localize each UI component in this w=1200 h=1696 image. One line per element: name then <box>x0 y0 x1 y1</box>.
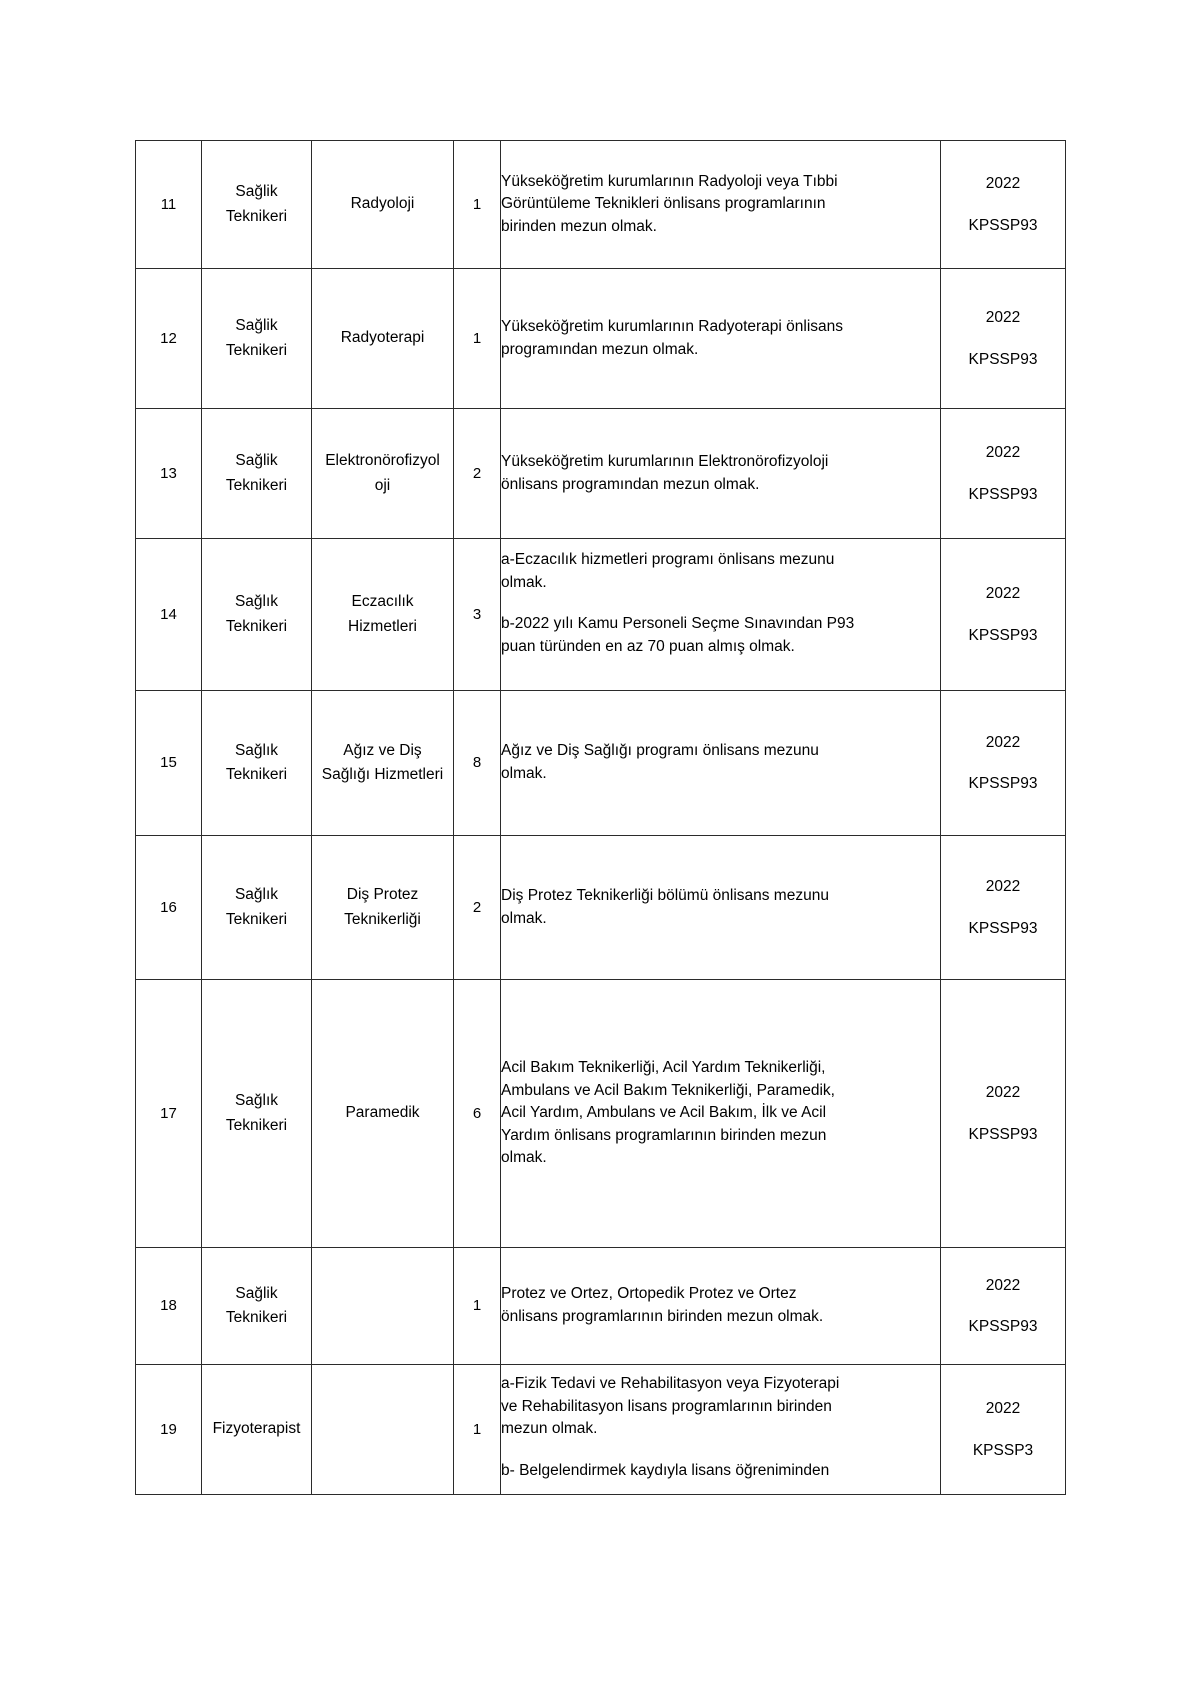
description-line: Acil Bakım Teknikerliği, Acil Yardım Teknikerliği, <box>501 1058 826 1076</box>
position-title-line1: Fizyoterapist <box>212 1420 301 1438</box>
description-line: Acil Yardım, Ambulans ve Acil Bakım, İlk ve Acil <box>501 1104 827 1122</box>
row-number-cell <box>136 691 202 836</box>
position-title-line2: Teknikeri <box>225 617 288 635</box>
description-line: Yükseköğretim kurumlarının Radyoloji veya Tıbbi <box>501 172 838 190</box>
table-row <box>136 141 1066 269</box>
row-number: 16 <box>160 898 177 916</box>
recruitment-table <box>135 140 1066 1495</box>
description-line: programından mezun olmak. <box>501 340 699 358</box>
score-year: 2022 <box>985 444 1021 461</box>
branch-cell <box>312 269 454 409</box>
row-number-cell <box>136 539 202 691</box>
quantity-cell <box>454 1365 501 1495</box>
quantity-cell <box>454 836 501 980</box>
position-title-cell <box>202 980 312 1248</box>
quantity: 8 <box>472 754 482 772</box>
description-line: Yükseköğretim kurumlarının Elektronörofizyoloji <box>501 452 829 470</box>
score-code: KPSSP93 <box>968 626 1038 644</box>
score-year: 2022 <box>985 309 1021 326</box>
branch-line2: oji <box>374 476 391 494</box>
row-number: 13 <box>160 464 177 482</box>
description-cell <box>501 141 941 269</box>
description-line: olmak. <box>501 573 547 591</box>
description-line: b-2022 yılı Kamu Personeli Seçme Sınavından P93 <box>501 615 855 633</box>
table-row <box>136 980 1066 1248</box>
score-year: 2022 <box>985 175 1021 192</box>
position-title-line2: Teknikeri <box>225 1116 288 1134</box>
position-title-cell <box>202 141 312 269</box>
branch-line2: Sağlığı Hizmetleri <box>321 766 444 783</box>
position-title-line1: Sağlik <box>235 1284 278 1302</box>
description-line: a-Fizik Tedavi ve Rehabilitasyon veya Fizyoterapi <box>501 1375 840 1392</box>
description-cell <box>501 836 941 980</box>
position-title-line1: Sağlık <box>234 886 279 904</box>
score-year: 2022 <box>985 878 1021 895</box>
description-line: ve Rehabilitasyon lisans programlarının birinden <box>501 1397 832 1415</box>
position-title-line2: Teknikeri <box>225 1309 288 1326</box>
row-number-cell <box>136 980 202 1248</box>
position-title-line2: Teknikeri <box>225 341 288 359</box>
quantity: 3 <box>472 605 482 623</box>
row-number: 11 <box>160 195 177 213</box>
position-title-cell <box>202 691 312 836</box>
position-title-line1: Sağlık <box>234 741 279 759</box>
score-code: KPSSP93 <box>968 919 1038 937</box>
description-line: olmak. <box>501 765 547 782</box>
score-year: 2022 <box>985 733 1021 751</box>
score-code: KPSSP93 <box>968 485 1038 503</box>
description-line: Protez ve Ortez, Ortopedik Protez ve Ortez <box>501 1285 797 1303</box>
row-number-cell <box>136 141 202 269</box>
description-line: puan türünden en az 70 puan almış olmak. <box>501 637 795 655</box>
score-code: KPSSP93 <box>968 216 1038 234</box>
row-number: 18 <box>160 1297 177 1315</box>
quantity-cell <box>454 1248 501 1365</box>
quantity: 6 <box>472 1104 482 1122</box>
branch-line1: Elektronörofizyol <box>325 452 440 470</box>
score-type-cell <box>941 980 1066 1248</box>
row-number: 19 <box>160 1420 177 1438</box>
score-year: 2022 <box>985 1400 1021 1417</box>
position-title-line2: Teknikeri <box>225 910 288 928</box>
quantity-cell <box>454 141 501 269</box>
position-title-line1: Sağlik <box>235 317 278 335</box>
row-number-cell <box>136 409 202 539</box>
position-title-line1: Sağlık <box>234 593 279 611</box>
table-body <box>136 141 1066 1495</box>
score-type-cell <box>941 409 1066 539</box>
description-line: olmak. <box>501 1149 547 1167</box>
score-type-cell <box>941 691 1066 836</box>
score-year: 2022 <box>985 1276 1021 1294</box>
score-type-cell <box>941 1365 1066 1495</box>
score-year: 2022 <box>985 1084 1021 1101</box>
row-number-cell <box>136 269 202 409</box>
score-type-cell <box>941 269 1066 409</box>
description-line: birinden mezun olmak. <box>501 217 657 235</box>
quantity-cell <box>454 269 501 409</box>
score-type-cell <box>941 836 1066 980</box>
description-line: Ambulans ve Acil Bakım Teknikerliği, Paramedik, <box>501 1081 835 1099</box>
position-title-line1: Sağlik <box>235 183 278 201</box>
score-code: KPSSP93 <box>968 350 1038 368</box>
description-cell <box>501 269 941 409</box>
description-line: olmak. <box>501 909 547 927</box>
branch-line1: Radyoloji <box>350 195 415 213</box>
description-cell <box>501 409 941 539</box>
description-line: Yükseköğretim kurumlarının Radyoterapi önlisans <box>501 317 844 335</box>
description-line: önlisans programından mezun olmak. <box>501 475 760 493</box>
table-row <box>136 1365 1066 1495</box>
position-title-cell <box>202 409 312 539</box>
position-title-line2: Teknikeri <box>225 207 288 225</box>
score-year: 2022 <box>985 585 1021 602</box>
position-title-cell <box>202 539 312 691</box>
table-row <box>136 836 1066 980</box>
description-line: mezun olmak. <box>501 1420 598 1438</box>
score-type-cell <box>941 539 1066 691</box>
quantity-cell <box>454 691 501 836</box>
branch-cell <box>312 1248 454 1365</box>
position-title-cell <box>202 1365 312 1495</box>
description-cell <box>501 980 941 1248</box>
description-cell <box>501 1365 941 1495</box>
branch-line1: Diş Protez <box>346 886 419 904</box>
row-number-cell <box>136 836 202 980</box>
branch-cell <box>312 539 454 691</box>
branch-line2: Teknikerliği <box>344 910 421 928</box>
position-title-cell <box>202 1248 312 1365</box>
position-title-line1: Sağlik <box>235 452 278 470</box>
quantity-cell <box>454 539 501 691</box>
branch-line1: Paramedik <box>345 1104 420 1122</box>
table-row <box>136 269 1066 409</box>
score-type-cell <box>941 1248 1066 1365</box>
paragraph-gap <box>501 1441 940 1460</box>
score-code: KPSSP3 <box>972 1441 1034 1459</box>
description-cell <box>501 691 941 836</box>
table-row <box>136 1248 1066 1365</box>
position-title-cell <box>202 269 312 409</box>
branch-line2: Hizmetleri <box>348 617 417 635</box>
row-number-cell <box>136 1248 202 1365</box>
score-code: KPSSP93 <box>968 1318 1038 1335</box>
description-cell <box>501 539 941 691</box>
description-line: Diş Protez Teknikerliği bölümü önlisans mezunu <box>501 886 829 904</box>
position-title-line1: Sağlık <box>234 1092 279 1110</box>
description-line: Yardım önlisans programlarının birinden mezun <box>501 1126 827 1144</box>
description-line: b- Belgelendirmek kaydıyla lisans öğreniminden <box>501 1461 830 1479</box>
branch-cell <box>312 836 454 980</box>
description-cell <box>501 1248 941 1365</box>
description-line: Ağız ve Diş Sağlığı programı önlisans mezunu <box>501 742 819 760</box>
branch-line1: Radyoterapi <box>340 329 425 347</box>
position-title-line2: Teknikeri <box>225 476 288 494</box>
row-number: 12 <box>160 329 177 347</box>
score-type-cell <box>941 141 1066 269</box>
score-code: KPSSP93 <box>968 1125 1038 1143</box>
quantity: 2 <box>472 898 482 916</box>
description-line: a-Eczacılık hizmetleri programı önlisans mezunu <box>501 551 835 568</box>
branch-cell <box>312 1365 454 1495</box>
quantity: 1 <box>472 1297 482 1315</box>
table-row <box>136 539 1066 691</box>
branch-cell <box>312 141 454 269</box>
branch-cell <box>312 409 454 539</box>
quantity-cell <box>454 409 501 539</box>
row-number: 14 <box>160 605 177 623</box>
branch-line1: Ağız ve Diş <box>343 741 422 759</box>
position-title-cell <box>202 836 312 980</box>
position-title-line2: Teknikeri <box>225 766 288 783</box>
branch-line1: Eczacılık <box>351 593 414 611</box>
score-code: KPSSP93 <box>968 775 1038 792</box>
paragraph-gap <box>501 594 940 613</box>
branch-cell <box>312 980 454 1248</box>
quantity: 1 <box>472 1420 482 1438</box>
row-number-cell <box>136 1365 202 1495</box>
quantity-cell <box>454 980 501 1248</box>
row-number: 17 <box>160 1104 177 1122</box>
quantity: 2 <box>472 464 482 482</box>
branch-cell <box>312 691 454 836</box>
table-row <box>136 691 1066 836</box>
table-row <box>136 409 1066 539</box>
description-line: önlisans programlarının birinden mezun olmak. <box>501 1308 824 1325</box>
description-line: Görüntüleme Teknikleri önlisans programlarının <box>501 195 826 213</box>
quantity: 1 <box>472 195 482 213</box>
row-number: 15 <box>160 754 177 772</box>
quantity: 1 <box>472 329 482 347</box>
